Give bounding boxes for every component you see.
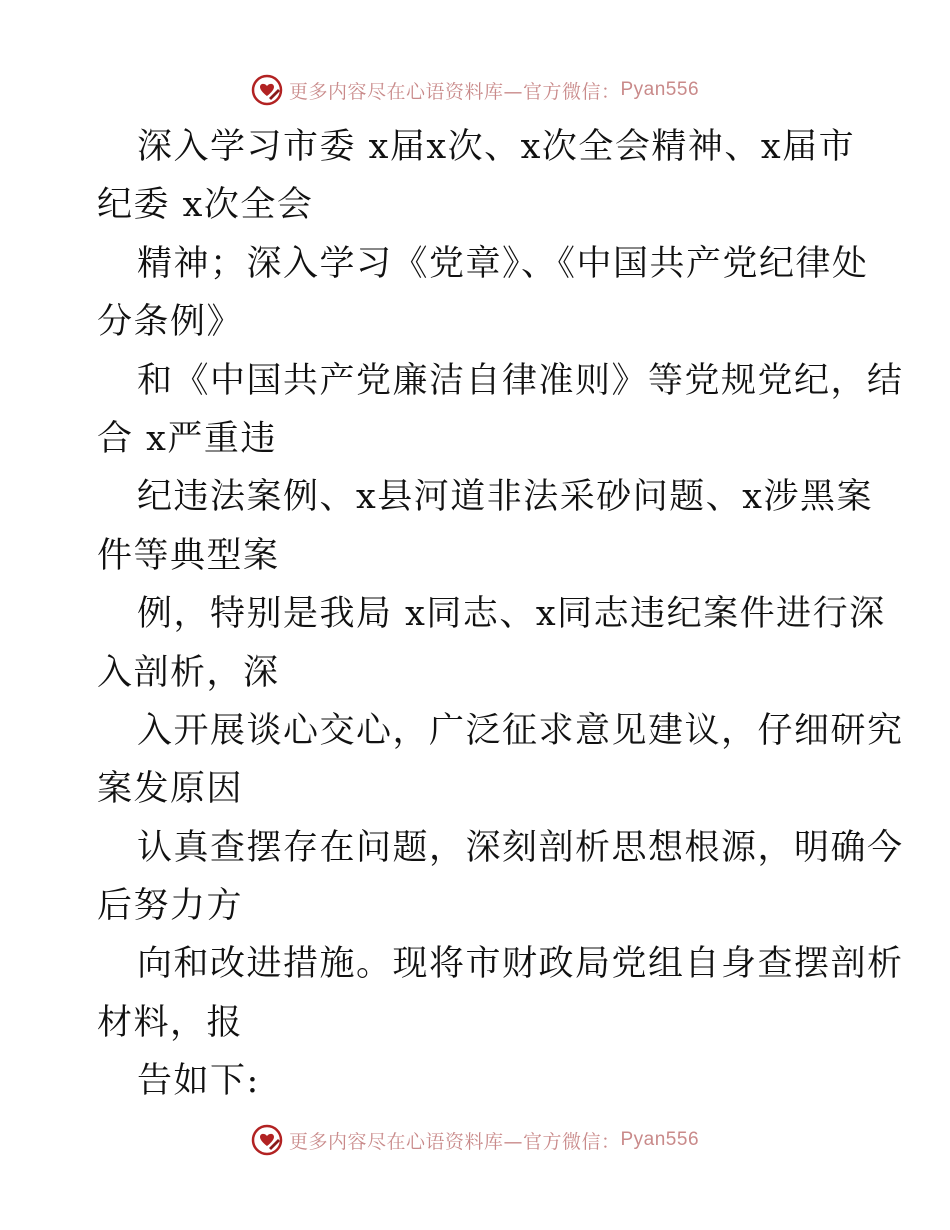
paragraph-line: 向和改进措施。现将市财政局党组自身查摆剖析 xyxy=(137,944,904,985)
paragraph-line: 后努力方 xyxy=(97,886,244,927)
watermark-brand-text: 更多内容尽在心语资料库—官方微信： xyxy=(288,80,621,103)
watermark-brand-text: 更多内容尽在心语资料库—官方微信： xyxy=(288,1130,621,1153)
heart-pen-logo-icon xyxy=(251,74,283,106)
paragraph-line: 例，特别是我局 x同志、x同志违纪案件进行深 xyxy=(137,594,886,635)
paragraph-line: 深入学习市委 x届x次、x次全会精神、x届市 xyxy=(137,127,856,167)
paragraph-line: 告如下: xyxy=(137,1061,260,1102)
document-body xyxy=(97,118,904,1111)
paragraph-line: 件等典型案 xyxy=(97,535,280,576)
paragraph-line: 入开展谈心交心，广泛征求意见建议，仔细研究 xyxy=(137,710,904,751)
paragraph-line: 案发原因 xyxy=(97,769,244,810)
paragraph-line: 和《中国共产党廉洁自律准则》等党规党纪，结 xyxy=(137,360,904,401)
paragraph-line: 精神；深入学习《党章》、《中国共产党纪律处 xyxy=(137,243,869,284)
paragraph-line: 纪委 x次全会 xyxy=(97,185,314,226)
paragraph-line: 合 x严重违 xyxy=(97,418,277,459)
header-watermark xyxy=(0,70,950,110)
paragraph-line: 认真查摆存在问题，深刻剖析思想根源，明确今 xyxy=(137,827,904,868)
paragraph-line: 入剖析，深 xyxy=(97,652,280,693)
paragraph-line: 材料，报 xyxy=(97,1002,244,1043)
watermark-wechat-id: Pyan556 xyxy=(620,1129,700,1150)
paragraph-line: 分条例》 xyxy=(97,302,244,343)
heart-pen-logo-icon xyxy=(251,1124,283,1156)
footer-watermark xyxy=(0,1120,950,1160)
watermark-wechat-id: Pyan556 xyxy=(620,79,700,100)
paragraph-line: 纪违法案例、x县河道非法采砂问题、x涉黑案 xyxy=(137,477,873,518)
